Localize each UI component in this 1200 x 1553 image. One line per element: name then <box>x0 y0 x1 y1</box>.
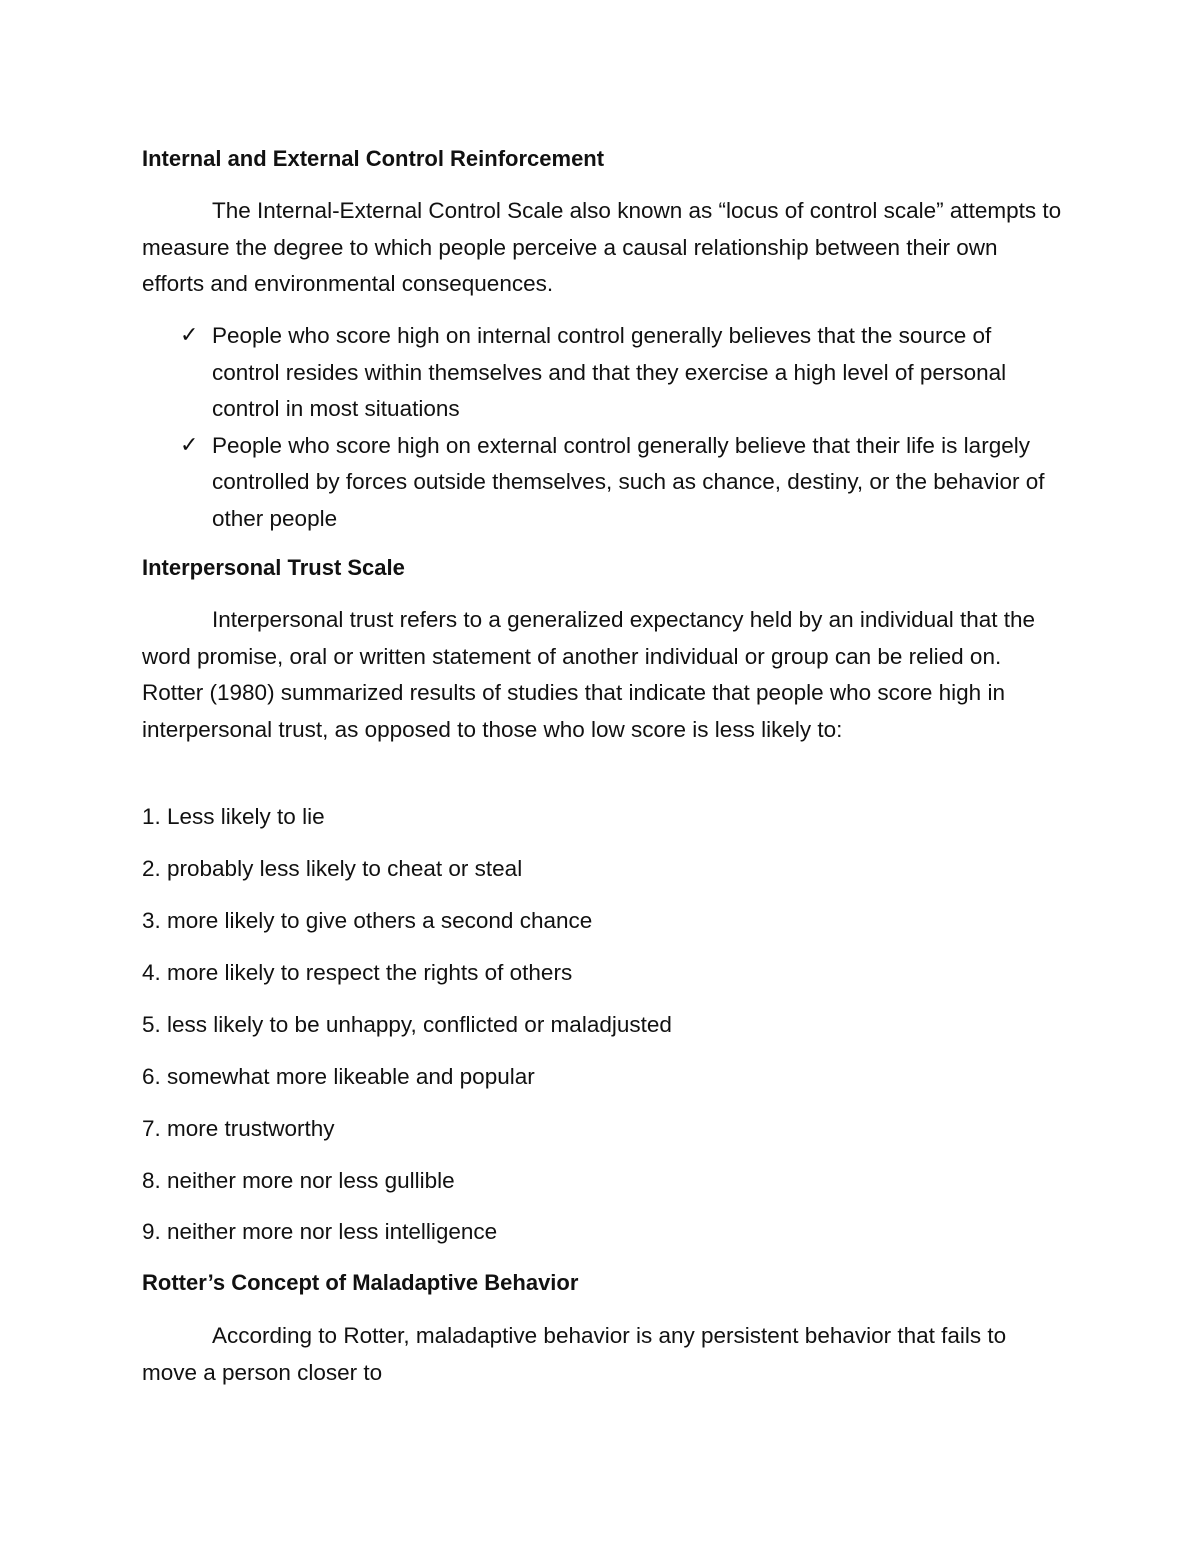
list-item: 5. less likely to be unhappy, conflicted or maladjusted <box>142 1012 672 1037</box>
locus-of-control-bullets <box>142 318 1062 537</box>
bullet-text: People who score high on external control generally believe that their life is largely controlled by forces outside themselves, such as chance, destiny, or the behavior of other people <box>212 432 1045 531</box>
bullet-item <box>142 318 1062 428</box>
bullet-item <box>142 428 1062 538</box>
bullet-text: People who score high on internal control generally believes that the source of control resides within themselves and that they exercise a high level of personal control in most situations <box>212 323 1007 421</box>
interpersonal-trust-paragraph: Interpersonal trust refers to a generalized expectancy held by an individual that the word promise, oral or written statement of another individual or group can be relied on. Rotter (1980) summarized results of studies that indicate that people who score high in interpersonal trust, as opposed to those who low score is less likely to: <box>142 607 1035 742</box>
maladaptive-behavior-paragraph: According to Rotter, maladaptive behavior is any persistent behavior that fails to move a person closer to <box>142 1323 1007 1385</box>
list-item: 1. Less likely to lie <box>142 804 325 829</box>
list-item: 6. somewhat more likeable and popular <box>142 1064 535 1089</box>
check-icon: ✓ <box>180 432 199 458</box>
list-item: 3. more likely to give others a second chance <box>142 908 593 933</box>
list-item: 4. more likely to respect the rights of others <box>142 960 573 985</box>
section-heading-locus-of-control: Internal and External Control Reinforcement <box>142 146 605 171</box>
list-item: 2. probably less likely to cheat or steal <box>142 856 523 881</box>
section-heading-interpersonal-trust: Interpersonal Trust Scale <box>142 555 405 580</box>
list-item: 8. neither more nor less gullible <box>142 1168 455 1193</box>
list-item: 7. more trustworthy <box>142 1116 335 1141</box>
check-icon: ✓ <box>180 323 199 348</box>
locus-of-control-paragraph: The Internal-External Control Scale also known as “locus of control scale” attempts to measure the degree to which people perceive a causal relationship between their own efforts and environmental consequences. <box>142 198 1062 296</box>
section-heading-maladaptive-behavior: Rotter’s Concept of Maladaptive Behavior <box>142 1270 579 1295</box>
list-item: 9. neither more nor less intelligence <box>142 1219 498 1244</box>
